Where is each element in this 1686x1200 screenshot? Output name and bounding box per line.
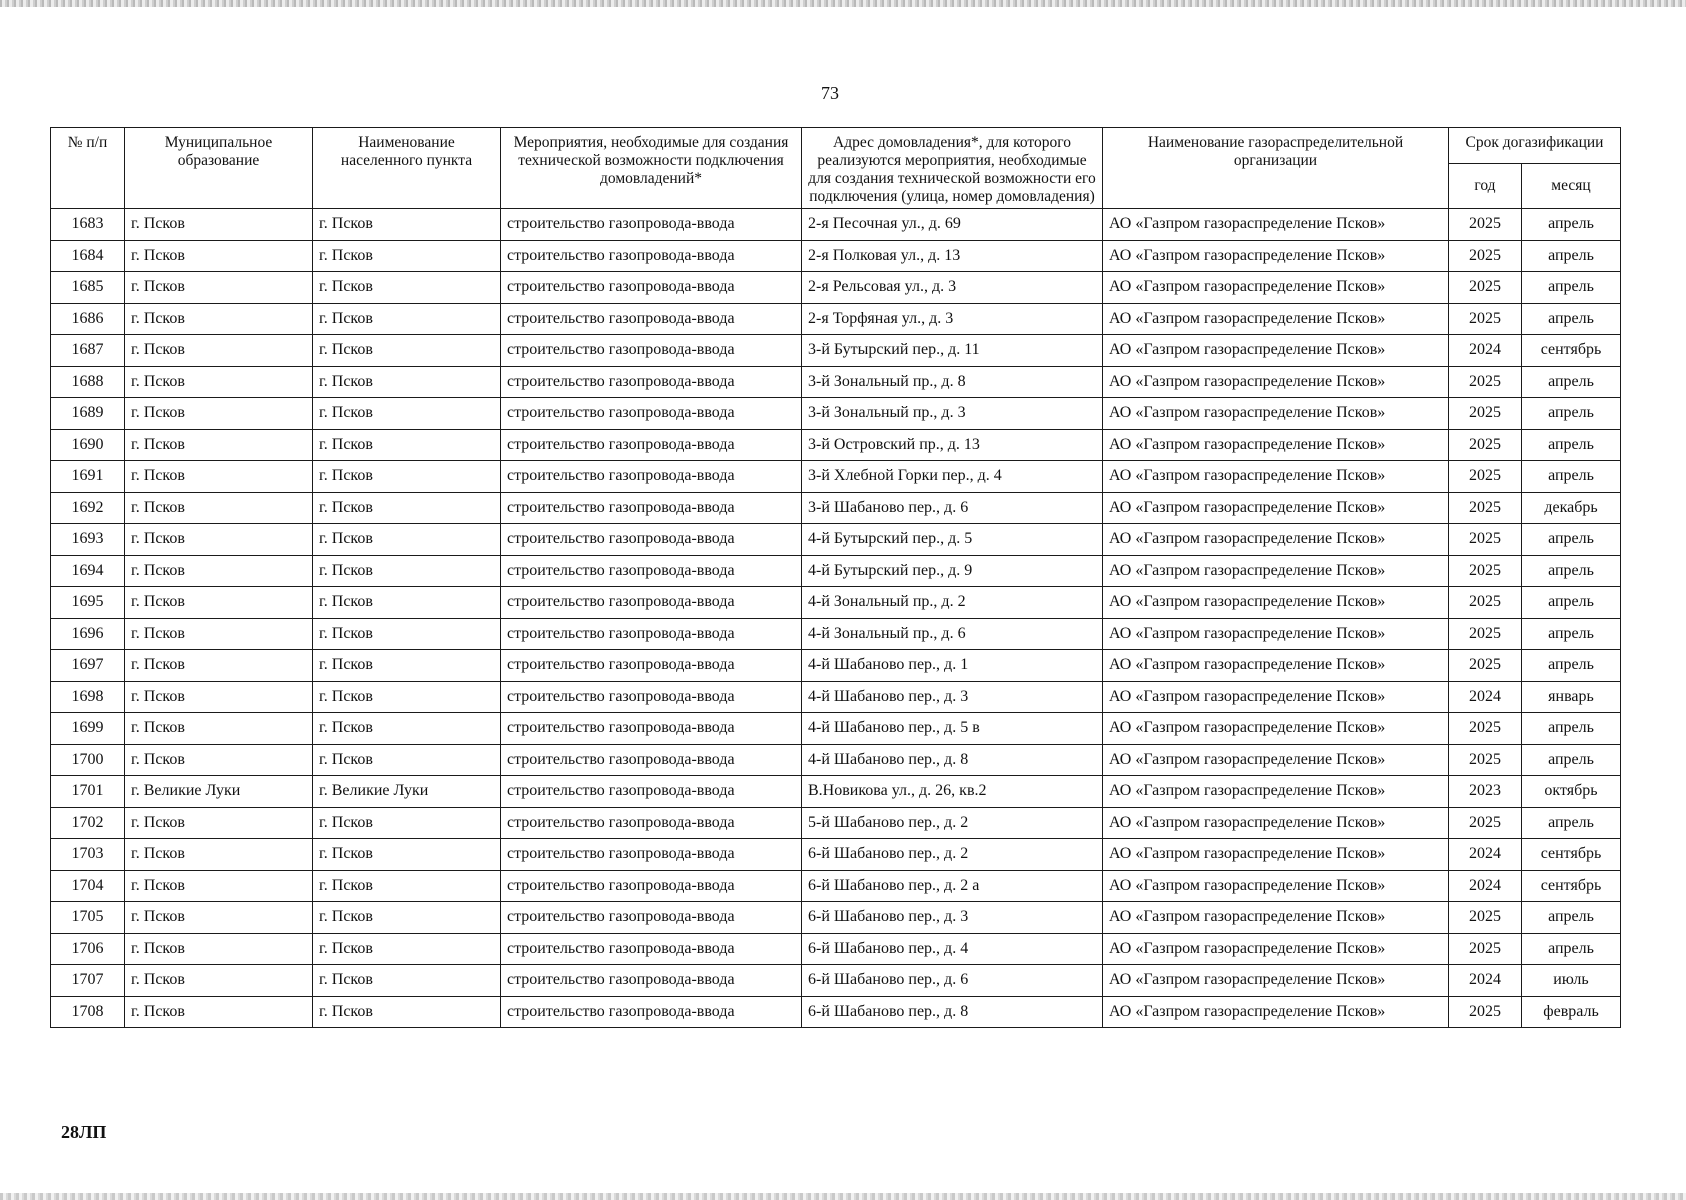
- cell-municipality: г. Псков: [125, 366, 313, 398]
- cell-year: 2025: [1449, 555, 1522, 587]
- cell-num: 1690: [51, 429, 125, 461]
- cell-year: 2025: [1449, 902, 1522, 934]
- cell-address: 2-я Торфяная ул., д. 3: [802, 303, 1103, 335]
- gasification-table: [50, 127, 1621, 1028]
- cell-month: июль: [1522, 965, 1621, 997]
- cell-municipality: г. Псков: [125, 587, 313, 619]
- cell-measure: строительство газопровода-ввода: [501, 587, 802, 619]
- cell-address: 4-й Зональный пр., д. 2: [802, 587, 1103, 619]
- cell-settlement: г. Псков: [313, 366, 501, 398]
- cell-year: 2024: [1449, 335, 1522, 367]
- cell-municipality: г. Псков: [125, 744, 313, 776]
- cell-municipality: г. Псков: [125, 524, 313, 556]
- cell-municipality: г. Псков: [125, 429, 313, 461]
- cell-month: декабрь: [1522, 492, 1621, 524]
- cell-month: февраль: [1522, 996, 1621, 1028]
- cell-settlement: г. Псков: [313, 839, 501, 871]
- cell-organization: АО «Газпром газораспределение Псков»: [1103, 429, 1449, 461]
- footer-code: 28ЛП: [61, 1122, 107, 1142]
- cell-month: апрель: [1522, 429, 1621, 461]
- cell-num: 1705: [51, 902, 125, 934]
- table-row: [51, 209, 1621, 241]
- cell-organization: АО «Газпром газораспределение Псков»: [1103, 965, 1449, 997]
- cell-num: 1707: [51, 965, 125, 997]
- cell-num: 1691: [51, 461, 125, 493]
- cell-organization: АО «Газпром газораспределение Псков»: [1103, 713, 1449, 745]
- header-month: месяц: [1522, 164, 1621, 209]
- page-number: 73: [821, 83, 839, 103]
- cell-month: апрель: [1522, 713, 1621, 745]
- cell-settlement: г. Псков: [313, 902, 501, 934]
- cell-measure: строительство газопровода-ввода: [501, 965, 802, 997]
- cell-municipality: г. Псков: [125, 398, 313, 430]
- cell-num: 1697: [51, 650, 125, 682]
- cell-settlement: г. Псков: [313, 524, 501, 556]
- cell-year: 2025: [1449, 807, 1522, 839]
- cell-num: 1688: [51, 366, 125, 398]
- cell-address: 3-й Островский пр., д. 13: [802, 429, 1103, 461]
- table-row: [51, 681, 1621, 713]
- cell-measure: строительство газопровода-ввода: [501, 524, 802, 556]
- cell-settlement: г. Псков: [313, 398, 501, 430]
- cell-year: 2024: [1449, 681, 1522, 713]
- cell-num: 1708: [51, 996, 125, 1028]
- cell-organization: АО «Газпром газораспределение Псков»: [1103, 492, 1449, 524]
- cell-year: 2025: [1449, 650, 1522, 682]
- cell-measure: строительство газопровода-ввода: [501, 776, 802, 808]
- cell-settlement: г. Псков: [313, 713, 501, 745]
- cell-address: 4-й Шабаново пер., д. 3: [802, 681, 1103, 713]
- cell-settlement: г. Псков: [313, 870, 501, 902]
- cell-municipality: г. Псков: [125, 209, 313, 241]
- cell-settlement: г. Псков: [313, 492, 501, 524]
- cell-address: 2-я Рельсовая ул., д. 3: [802, 272, 1103, 304]
- cell-settlement: г. Псков: [313, 996, 501, 1028]
- cell-organization: АО «Газпром газораспределение Псков»: [1103, 398, 1449, 430]
- cell-month: апрель: [1522, 587, 1621, 619]
- cell-measure: строительство газопровода-ввода: [501, 555, 802, 587]
- cell-address: 4-й Бутырский пер., д. 5: [802, 524, 1103, 556]
- cell-measure: строительство газопровода-ввода: [501, 650, 802, 682]
- cell-year: 2025: [1449, 366, 1522, 398]
- cell-month: апрель: [1522, 902, 1621, 934]
- cell-organization: АО «Газпром газораспределение Псков»: [1103, 650, 1449, 682]
- cell-settlement: г. Псков: [313, 744, 501, 776]
- table-row: [51, 335, 1621, 367]
- cell-month: апрель: [1522, 744, 1621, 776]
- cell-municipality: г. Псков: [125, 461, 313, 493]
- cell-num: 1704: [51, 870, 125, 902]
- cell-organization: АО «Газпром газораспределение Псков»: [1103, 209, 1449, 241]
- scan-edge-top: [0, 0, 1686, 7]
- cell-num: 1689: [51, 398, 125, 430]
- cell-num: 1706: [51, 933, 125, 965]
- header-deadline: Срок догазификации: [1449, 128, 1621, 164]
- cell-address: 4-й Бутырский пер., д. 9: [802, 555, 1103, 587]
- header-address: Адрес домовладения*, для которого реализуются мероприятия, необходимые для создания технической возможности его подключения (улица, номер домовладения): [802, 128, 1103, 209]
- cell-measure: строительство газопровода-ввода: [501, 744, 802, 776]
- cell-municipality: г. Псков: [125, 933, 313, 965]
- cell-municipality: г. Псков: [125, 335, 313, 367]
- cell-address: 6-й Шабаново пер., д. 2 а: [802, 870, 1103, 902]
- cell-measure: строительство газопровода-ввода: [501, 870, 802, 902]
- table-row: [51, 587, 1621, 619]
- cell-address: 4-й Шабаново пер., д. 8: [802, 744, 1103, 776]
- cell-address: 6-й Шабаново пер., д. 8: [802, 996, 1103, 1028]
- header-organization: Наименование газораспределительной организации: [1103, 128, 1449, 209]
- table-row: [51, 555, 1621, 587]
- cell-measure: строительство газопровода-ввода: [501, 713, 802, 745]
- cell-municipality: г. Псков: [125, 272, 313, 304]
- cell-measure: строительство газопровода-ввода: [501, 902, 802, 934]
- cell-address: 3-й Зональный пр., д. 8: [802, 366, 1103, 398]
- table-row: [51, 461, 1621, 493]
- cell-organization: АО «Газпром газораспределение Псков»: [1103, 933, 1449, 965]
- cell-num: 1685: [51, 272, 125, 304]
- cell-measure: строительство газопровода-ввода: [501, 618, 802, 650]
- cell-municipality: г. Псков: [125, 650, 313, 682]
- cell-year: 2025: [1449, 996, 1522, 1028]
- table-row: [51, 240, 1621, 272]
- cell-address: 5-й Шабаново пер., д. 2: [802, 807, 1103, 839]
- cell-num: 1684: [51, 240, 125, 272]
- table-row: [51, 807, 1621, 839]
- table-row: [51, 713, 1621, 745]
- table-row: [51, 839, 1621, 871]
- cell-num: 1692: [51, 492, 125, 524]
- cell-num: 1699: [51, 713, 125, 745]
- cell-municipality: г. Псков: [125, 681, 313, 713]
- table-row: [51, 776, 1621, 808]
- cell-num: 1687: [51, 335, 125, 367]
- cell-settlement: г. Псков: [313, 587, 501, 619]
- header-year: год: [1449, 164, 1522, 209]
- cell-measure: строительство газопровода-ввода: [501, 209, 802, 241]
- cell-settlement: г. Псков: [313, 335, 501, 367]
- header-measures: Мероприятия, необходимые для создания технической возможности подключения домовладений*: [501, 128, 802, 209]
- cell-organization: АО «Газпром газораспределение Псков»: [1103, 996, 1449, 1028]
- table-row: [51, 902, 1621, 934]
- cell-month: сентябрь: [1522, 839, 1621, 871]
- cell-organization: АО «Газпром газораспределение Псков»: [1103, 776, 1449, 808]
- cell-measure: строительство газопровода-ввода: [501, 461, 802, 493]
- table-header: [51, 128, 1621, 209]
- cell-address: 4-й Шабаново пер., д. 1: [802, 650, 1103, 682]
- cell-settlement: г. Псков: [313, 681, 501, 713]
- table-row: [51, 398, 1621, 430]
- cell-year: 2025: [1449, 492, 1522, 524]
- cell-month: апрель: [1522, 807, 1621, 839]
- cell-address: 2-я Песочная ул., д. 69: [802, 209, 1103, 241]
- cell-address: 6-й Шабаново пер., д. 6: [802, 965, 1103, 997]
- header-num: № п/п: [51, 128, 125, 209]
- cell-num: 1686: [51, 303, 125, 335]
- cell-settlement: г. Псков: [313, 618, 501, 650]
- cell-year: 2025: [1449, 429, 1522, 461]
- cell-municipality: г. Псков: [125, 492, 313, 524]
- cell-settlement: г. Псков: [313, 965, 501, 997]
- cell-organization: АО «Газпром газораспределение Псков»: [1103, 335, 1449, 367]
- cell-measure: строительство газопровода-ввода: [501, 429, 802, 461]
- table-row: [51, 524, 1621, 556]
- cell-organization: АО «Газпром газораспределение Псков»: [1103, 807, 1449, 839]
- cell-year: 2025: [1449, 240, 1522, 272]
- cell-month: апрель: [1522, 272, 1621, 304]
- cell-settlement: г. Псков: [313, 650, 501, 682]
- cell-settlement: г. Псков: [313, 555, 501, 587]
- cell-organization: АО «Газпром газораспределение Псков»: [1103, 272, 1449, 304]
- cell-year: 2025: [1449, 524, 1522, 556]
- table-row: [51, 303, 1621, 335]
- scan-edge-bottom: [0, 1193, 1686, 1200]
- cell-year: 2024: [1449, 965, 1522, 997]
- table-body: [51, 209, 1621, 1028]
- cell-month: апрель: [1522, 618, 1621, 650]
- cell-month: апрель: [1522, 555, 1621, 587]
- cell-municipality: г. Псков: [125, 870, 313, 902]
- cell-organization: АО «Газпром газораспределение Псков»: [1103, 681, 1449, 713]
- header-settlement: Наименование населенного пункта: [313, 128, 501, 209]
- cell-year: 2024: [1449, 839, 1522, 871]
- cell-year: 2025: [1449, 398, 1522, 430]
- cell-settlement: г. Псков: [313, 461, 501, 493]
- cell-month: апрель: [1522, 933, 1621, 965]
- cell-year: 2025: [1449, 587, 1522, 619]
- cell-measure: строительство газопровода-ввода: [501, 807, 802, 839]
- cell-settlement: г. Псков: [313, 429, 501, 461]
- cell-year: 2025: [1449, 744, 1522, 776]
- cell-organization: АО «Газпром газораспределение Псков»: [1103, 524, 1449, 556]
- cell-address: 4-й Зональный пр., д. 6: [802, 618, 1103, 650]
- cell-month: апрель: [1522, 650, 1621, 682]
- cell-num: 1698: [51, 681, 125, 713]
- cell-measure: строительство газопровода-ввода: [501, 366, 802, 398]
- cell-address: 6-й Шабаново пер., д. 2: [802, 839, 1103, 871]
- cell-measure: строительство газопровода-ввода: [501, 272, 802, 304]
- cell-month: сентябрь: [1522, 335, 1621, 367]
- cell-num: 1683: [51, 209, 125, 241]
- table-row: [51, 744, 1621, 776]
- cell-year: 2025: [1449, 303, 1522, 335]
- cell-year: 2023: [1449, 776, 1522, 808]
- cell-num: 1693: [51, 524, 125, 556]
- table-row: [51, 272, 1621, 304]
- cell-year: 2025: [1449, 272, 1522, 304]
- cell-settlement: г. Псков: [313, 933, 501, 965]
- table-row: [51, 650, 1621, 682]
- cell-settlement: г. Псков: [313, 303, 501, 335]
- cell-year: 2025: [1449, 933, 1522, 965]
- cell-organization: АО «Газпром газораспределение Псков»: [1103, 870, 1449, 902]
- table-row: [51, 366, 1621, 398]
- cell-organization: АО «Газпром газораспределение Псков»: [1103, 461, 1449, 493]
- header-municipality: Муниципальное образование: [125, 128, 313, 209]
- cell-address: 2-я Полковая ул., д. 13: [802, 240, 1103, 272]
- cell-year: 2025: [1449, 618, 1522, 650]
- cell-address: 3-й Бутырский пер., д. 11: [802, 335, 1103, 367]
- cell-measure: строительство газопровода-ввода: [501, 996, 802, 1028]
- cell-year: 2025: [1449, 461, 1522, 493]
- cell-measure: строительство газопровода-ввода: [501, 492, 802, 524]
- cell-municipality: г. Псков: [125, 303, 313, 335]
- cell-address: 6-й Шабаново пер., д. 3: [802, 902, 1103, 934]
- cell-organization: АО «Газпром газораспределение Псков»: [1103, 587, 1449, 619]
- cell-settlement: г. Псков: [313, 807, 501, 839]
- cell-settlement: г. Псков: [313, 272, 501, 304]
- cell-num: 1700: [51, 744, 125, 776]
- table-row: [51, 965, 1621, 997]
- cell-address: В.Новикова ул., д. 26, кв.2: [802, 776, 1103, 808]
- cell-num: 1703: [51, 839, 125, 871]
- cell-settlement: г. Псков: [313, 209, 501, 241]
- cell-address: 3-й Шабаново пер., д. 6: [802, 492, 1103, 524]
- cell-organization: АО «Газпром газораспределение Псков»: [1103, 303, 1449, 335]
- cell-organization: АО «Газпром газораспределение Псков»: [1103, 902, 1449, 934]
- cell-municipality: г. Псков: [125, 902, 313, 934]
- cell-month: сентябрь: [1522, 870, 1621, 902]
- cell-organization: АО «Газпром газораспределение Псков»: [1103, 240, 1449, 272]
- cell-municipality: г. Псков: [125, 240, 313, 272]
- cell-municipality: г. Псков: [125, 996, 313, 1028]
- cell-num: 1696: [51, 618, 125, 650]
- cell-municipality: г. Псков: [125, 965, 313, 997]
- cell-address: 6-й Шабаново пер., д. 4: [802, 933, 1103, 965]
- cell-month: апрель: [1522, 366, 1621, 398]
- cell-num: 1694: [51, 555, 125, 587]
- cell-month: январь: [1522, 681, 1621, 713]
- cell-year: 2025: [1449, 713, 1522, 745]
- cell-municipality: г. Псков: [125, 807, 313, 839]
- cell-num: 1702: [51, 807, 125, 839]
- cell-measure: строительство газопровода-ввода: [501, 303, 802, 335]
- cell-municipality: г. Псков: [125, 839, 313, 871]
- cell-num: 1701: [51, 776, 125, 808]
- cell-organization: АО «Газпром газораспределение Псков»: [1103, 366, 1449, 398]
- table-row: [51, 933, 1621, 965]
- cell-month: апрель: [1522, 240, 1621, 272]
- table-row: [51, 492, 1621, 524]
- cell-measure: строительство газопровода-ввода: [501, 335, 802, 367]
- cell-num: 1695: [51, 587, 125, 619]
- cell-year: 2025: [1449, 209, 1522, 241]
- cell-measure: строительство газопровода-ввода: [501, 240, 802, 272]
- cell-organization: АО «Газпром газораспределение Псков»: [1103, 618, 1449, 650]
- cell-month: апрель: [1522, 461, 1621, 493]
- cell-address: 4-й Шабаново пер., д. 5 в: [802, 713, 1103, 745]
- table-row: [51, 870, 1621, 902]
- cell-municipality: г. Великие Луки: [125, 776, 313, 808]
- cell-year: 2024: [1449, 870, 1522, 902]
- cell-measure: строительство газопровода-ввода: [501, 398, 802, 430]
- cell-month: апрель: [1522, 303, 1621, 335]
- table-row: [51, 996, 1621, 1028]
- cell-settlement: г. Великие Луки: [313, 776, 501, 808]
- cell-month: апрель: [1522, 524, 1621, 556]
- cell-municipality: г. Псков: [125, 555, 313, 587]
- cell-month: апрель: [1522, 209, 1621, 241]
- cell-month: апрель: [1522, 398, 1621, 430]
- cell-month: октябрь: [1522, 776, 1621, 808]
- cell-organization: АО «Газпром газораспределение Псков»: [1103, 555, 1449, 587]
- cell-municipality: г. Псков: [125, 713, 313, 745]
- table-row: [51, 429, 1621, 461]
- cell-settlement: г. Псков: [313, 240, 501, 272]
- cell-address: 3-й Хлебной Горки пер., д. 4: [802, 461, 1103, 493]
- cell-measure: строительство газопровода-ввода: [501, 933, 802, 965]
- cell-organization: АО «Газпром газораспределение Псков»: [1103, 839, 1449, 871]
- cell-address: 3-й Зональный пр., д. 3: [802, 398, 1103, 430]
- cell-organization: АО «Газпром газораспределение Псков»: [1103, 744, 1449, 776]
- table-row: [51, 618, 1621, 650]
- cell-measure: строительство газопровода-ввода: [501, 839, 802, 871]
- cell-measure: строительство газопровода-ввода: [501, 681, 802, 713]
- cell-municipality: г. Псков: [125, 618, 313, 650]
